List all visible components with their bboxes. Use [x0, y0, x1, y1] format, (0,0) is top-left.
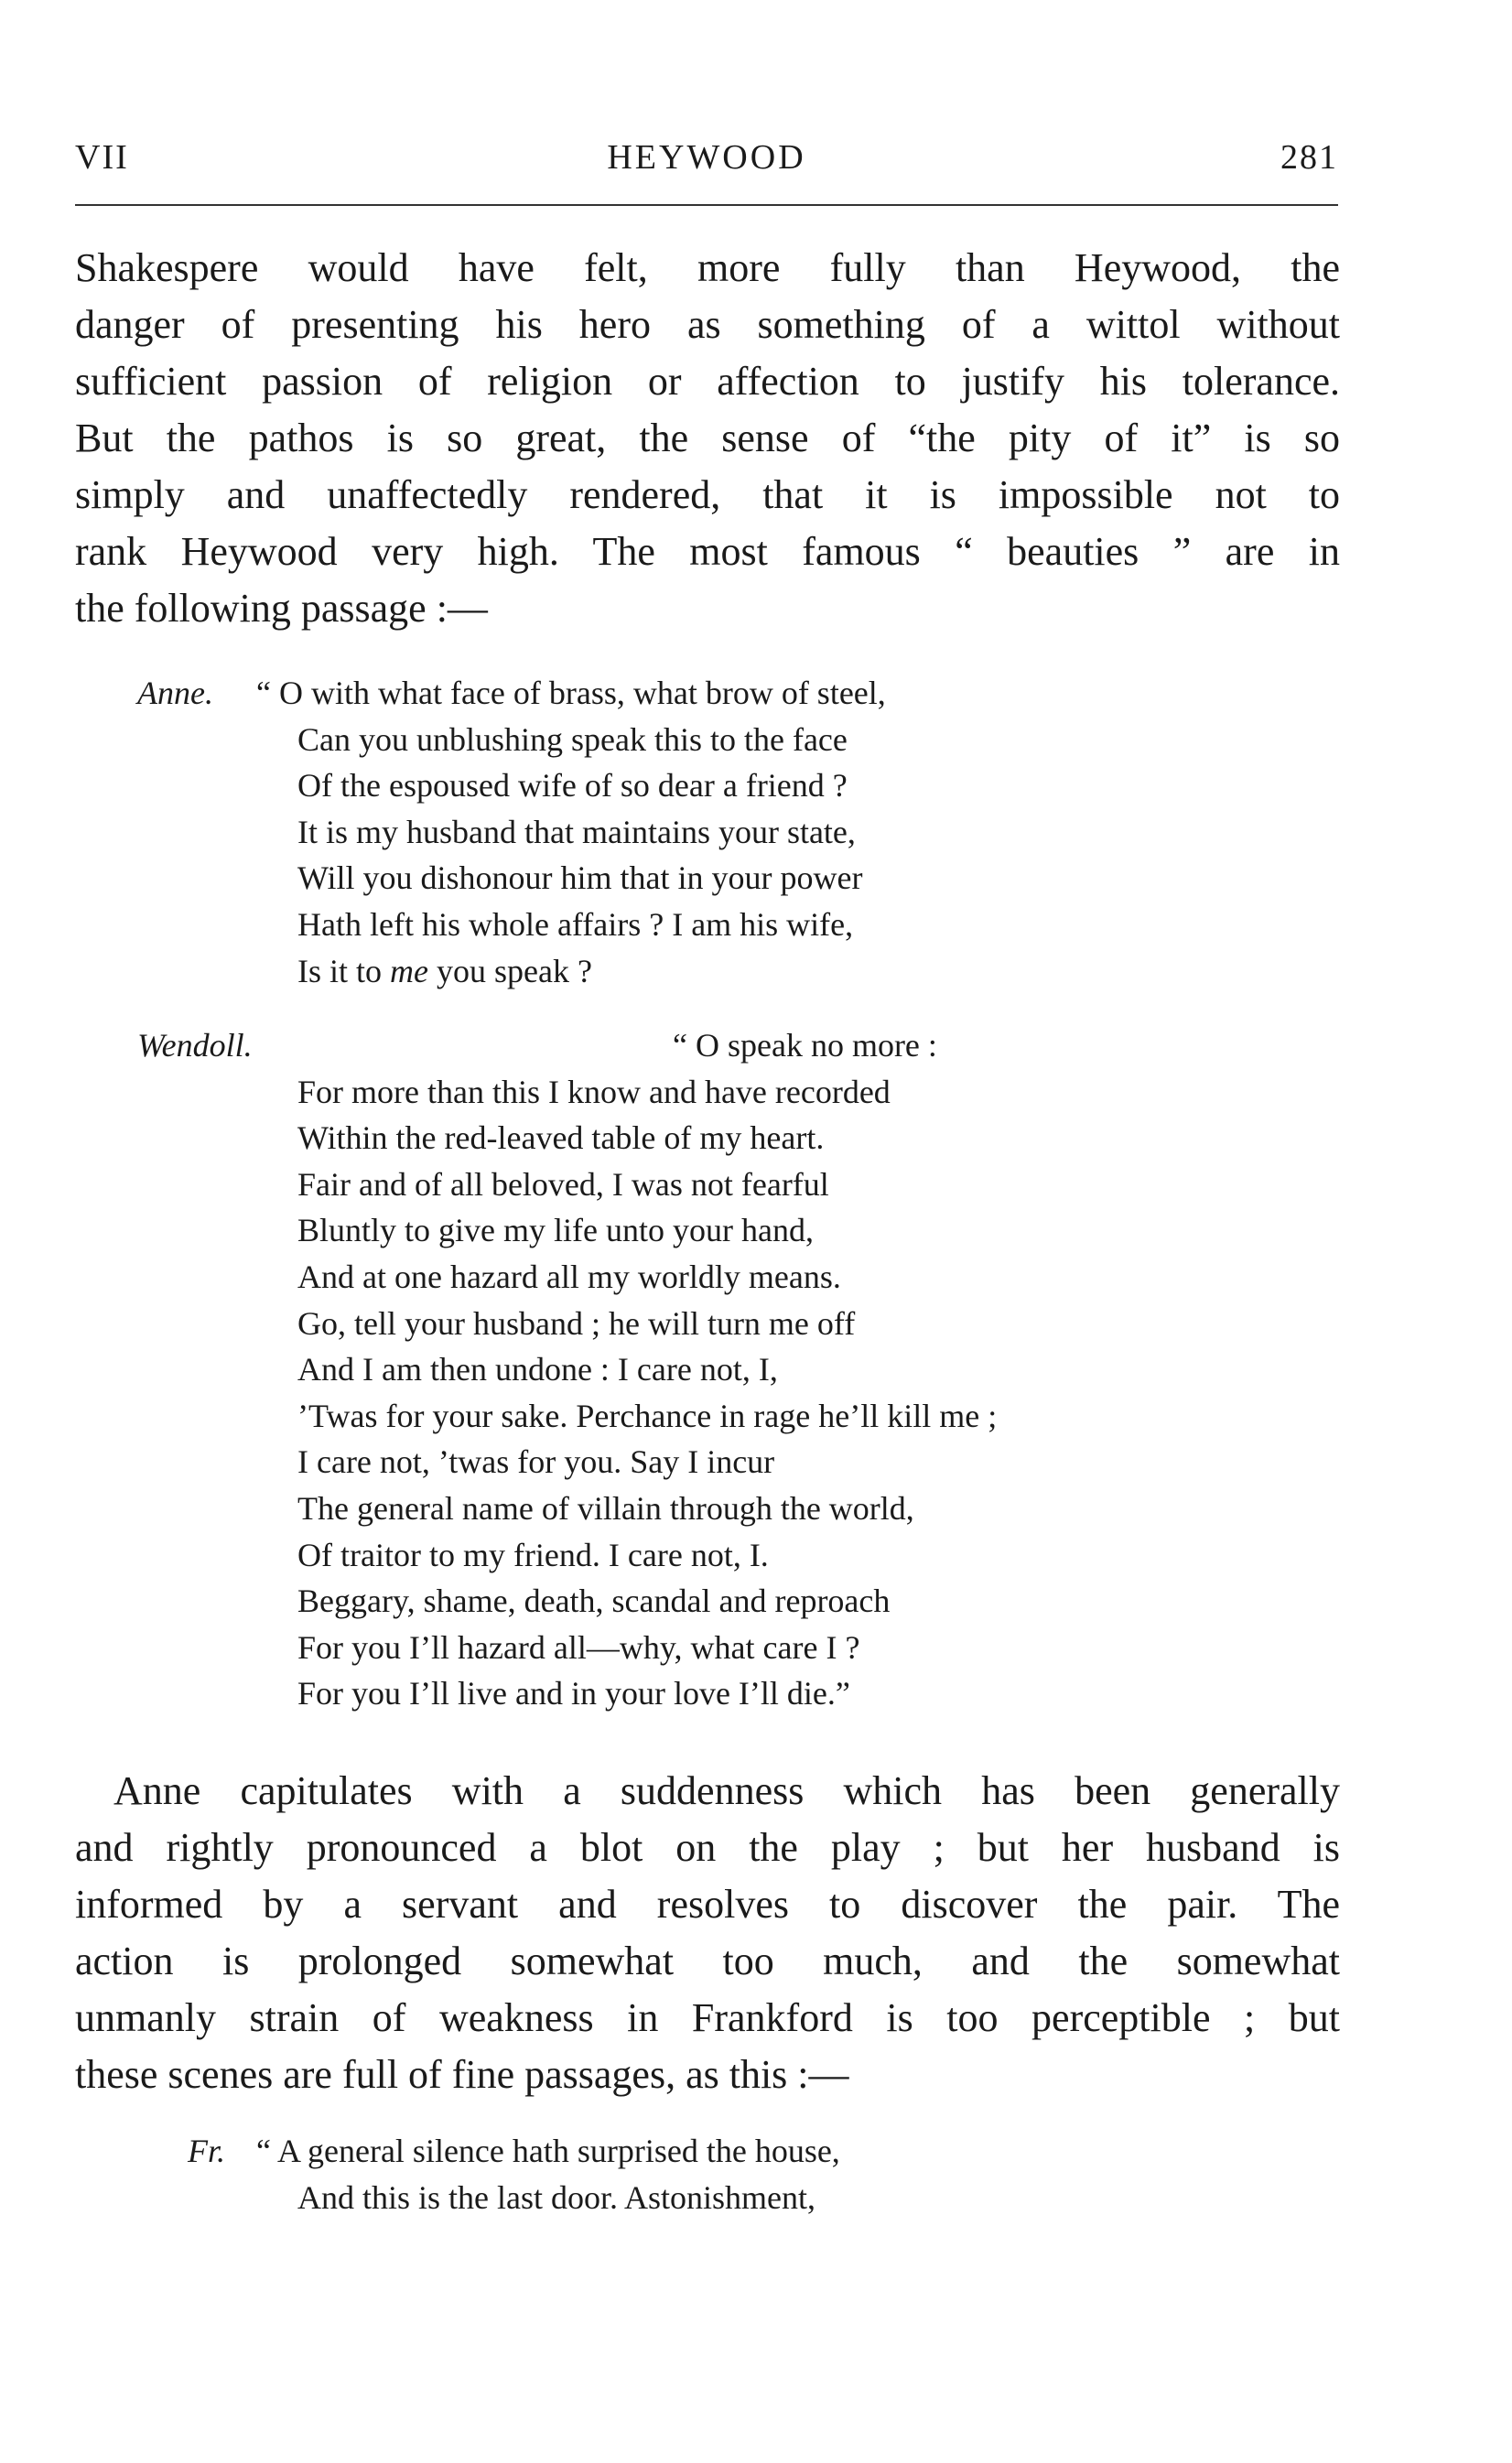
verse-line: Within the red-leaved table of my heart.	[297, 1119, 825, 1157]
verse-line: And I am then undone : I care not, I,	[297, 1351, 778, 1388]
verse-line: For you I’ll hazard all—why, what care I ?	[297, 1628, 860, 1666]
verse-line: Will you dishonour him that in your power	[297, 859, 863, 897]
verse-line: Hath left his whole affairs ? I am his wife,	[297, 905, 854, 943]
verse-line: Is it to me you speak ?	[297, 952, 592, 989]
verse-line: Fair and of all beloved, I was not fearful	[297, 1165, 829, 1203]
text-line: danger of presenting his hero as something of a wittol without	[75, 302, 1340, 347]
verse-line: It is my husband that maintains your state,	[297, 813, 856, 850]
text-line: sufficient passion of religion or affection to justify his tolerance.	[75, 359, 1340, 404]
text-line: Anne capitulates with a suddenness which has been generally	[113, 1768, 1340, 1813]
header-rule	[75, 204, 1338, 206]
verse-line: ’Twas for your sake. Perchance in rage he’ll kill me ;	[297, 1397, 998, 1434]
verse-line: And at one hazard all my worldly means.	[297, 1258, 841, 1295]
verse-first-line: “ O with what face of brass, what brow of steel,	[256, 675, 886, 711]
verse-first-line: “ A general silence hath surprised the house,	[256, 2133, 840, 2169]
verse-line: For more than this I know and have recorded	[297, 1073, 891, 1110]
text-line: But the pathos is so great, the sense of “the pity of it” is so	[75, 416, 1340, 460]
text-line: action is prolonged somewhat too much, and the somewhat	[75, 1939, 1340, 1983]
speaker-name: Fr.	[188, 2133, 226, 2169]
verse-line: Go, tell your husband ; he will turn me off	[297, 1304, 856, 1342]
text-line: informed by a servant and resolves to discover the pair. The	[75, 1882, 1340, 1927]
text-line: the following passage :—	[75, 586, 488, 631]
verse-line: And this is the last door. Astonishment,	[297, 2178, 816, 2216]
paragraph-2	[75, 1763, 1340, 2103]
text-line: unmanly strain of weakness in Frankford is too perceptible ; but	[75, 1995, 1340, 2040]
running-header	[75, 137, 1338, 183]
speaker-name: Anne.	[137, 675, 213, 711]
text-line: simply and unaffectedly rendered, that it is impossible not to	[75, 472, 1340, 517]
verse-first-line: “ O speak no more :	[673, 1027, 937, 1064]
verse-line: Beggary, shame, death, scandal and reproach	[297, 1583, 891, 1620]
text-line: and rightly pronounced a blot on the play ; but her husband is	[75, 1825, 1340, 1870]
text-line: Shakespere would have felt, more fully than Heywood, the	[75, 245, 1340, 290]
verse-line: Can you unblushing speak this to the face	[297, 720, 848, 758]
running-title: HEYWOOD	[607, 138, 806, 177]
verse-line: Of traitor to my friend. I care not, I.	[297, 1536, 769, 1573]
verse-line: Bluntly to give my life unto your hand,	[297, 1212, 814, 1249]
verse-line: For you I’ll live and in your love I’ll die.”	[297, 1675, 850, 1712]
verse-line: Of the espoused wife of so dear a friend ?	[297, 767, 848, 805]
paragraph-1	[75, 240, 1340, 637]
emphasis: me	[390, 952, 428, 989]
chapter-number: VII	[75, 138, 129, 177]
verse-line: I care not, ’twas for you. Say I incur	[297, 1443, 775, 1481]
text-line: these scenes are full of fine passages, as this :—	[75, 2052, 849, 2097]
verse-line: The general name of villain through the world,	[297, 1489, 914, 1527]
speaker-name: Wendoll.	[137, 1027, 253, 1064]
text-line: rank Heywood very high. The most famous “ beauties ” are in	[75, 529, 1340, 574]
page-number: 281	[1280, 138, 1338, 177]
